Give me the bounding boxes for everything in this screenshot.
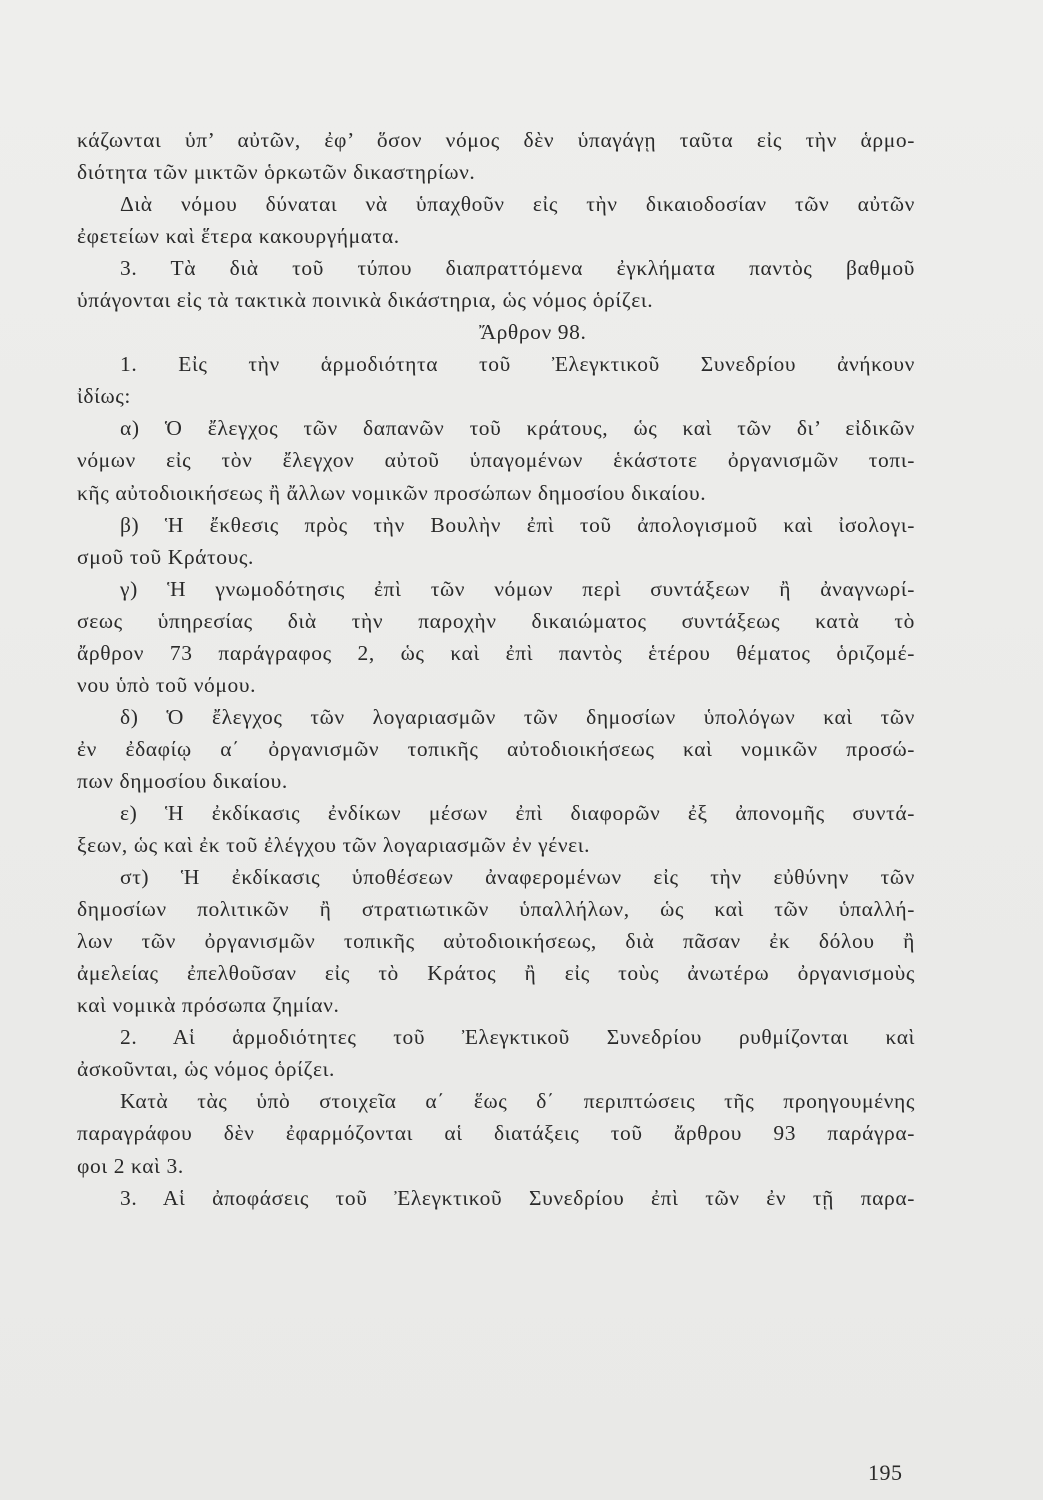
- text-line-33: φοι 2 καὶ 3.: [77, 1153, 184, 1178]
- text-line-10: α) Ὁ ἔλεγχος τῶν δαπανῶν τοῦ κράτους, ὡς καὶ τῶν δι’ εἰδικῶν: [120, 416, 915, 441]
- text-line-9: ἰδίως:: [77, 384, 131, 409]
- text-line-4: ἐφετείων καὶ ἕτερα κακουργήματα.: [77, 224, 400, 249]
- text-line-20: ἐν ἐδαφίῳ α΄ ὀργανισμῶν τοπικῆς αὐτοδιοικήσεως καὶ νομικῶν προσώ-: [77, 736, 915, 761]
- text-line-14: σμοῦ τοῦ Κράτους.: [77, 544, 254, 569]
- page-number: 195: [868, 1460, 903, 1485]
- article-heading: Ἄρθρον 98.: [479, 320, 587, 345]
- text-line-5: 3. Τὰ διὰ τοῦ τύπου διαπραττόμενα ἐγκλήματα παντὸς βαθμοῦ: [120, 256, 915, 281]
- text-line-6: ὑπάγονται εἰς τὰ τακτικὰ ποινικὰ δικάστηρια, ὡς νόμος ὁρίζει.: [77, 288, 654, 313]
- text-line-11: νόμων εἰς τὸν ἔλεγχον αὐτοῦ ὑπαγομένων ἑκάστοτε ὀργανισμῶν τοπι-: [77, 448, 915, 473]
- body-text: [77, 124, 915, 1214]
- text-line-2: διότητα τῶν μικτῶν ὁρκωτῶν δικαστηρίων.: [77, 160, 476, 185]
- text-line-17: ἄρθρον 73 παράγραφος 2, ὡς καὶ ἐπὶ παντὸς ἑτέρου θέματος ὁριζομέ-: [77, 640, 915, 665]
- text-line-31: Κατὰ τὰς ὑπὸ στοιχεῖα α΄ ἕως δ΄ περιπτώσεις τῆς προηγουμένης: [120, 1089, 915, 1114]
- text-line-19: δ) Ὁ ἔλεγχος τῶν λογαριασμῶν τῶν δημοσίων ὑπολόγων καὶ τῶν: [120, 704, 915, 729]
- text-line-22: ε) Ἡ ἐκδίκασις ἐνδίκων μέσων ἐπὶ διαφορῶν ἐξ ἀπονομῆς συντά-: [120, 800, 915, 825]
- text-line-30: ἀσκοῦνται, ὡς νόμος ὁρίζει.: [77, 1057, 336, 1082]
- text-line-15: γ) Ἡ γνωμοδότησις ἐπὶ τῶν νόμων περὶ συντάξεων ἢ ἀναγνωρί-: [120, 576, 915, 601]
- text-line-8: 1. Εἰς τὴν ἁρμοδιότητα τοῦ Ἐλεγκτικοῦ Συνεδρίου ἀνήκουν: [120, 352, 915, 377]
- text-line-18: νου ὑπὸ τοῦ νόμου.: [77, 672, 257, 697]
- text-line-27: ἀμελείας ἐπελθοῦσαν εἰς τὸ Κράτος ἢ εἰς τοὺς ἀνωτέρω ὀργανισμοὺς: [77, 961, 915, 986]
- text-line-34: 3. Αἱ ἀποφάσεις τοῦ Ἐλεγκτικοῦ Συνεδρίου ἐπὶ τῶν ἐν τῇ παρα-: [120, 1185, 915, 1210]
- text-line-26: λων τῶν ὀργανισμῶν τοπικῆς αὐτοδιοικήσεως, διὰ πᾶσαν ἐκ δόλου ἢ: [77, 929, 915, 954]
- text-line-28: καὶ νομικὰ πρόσωπα ζημίαν.: [77, 993, 340, 1018]
- text-line-12: κῆς αὐτοδιοικήσεως ἢ ἄλλων νομικῶν προσώπων δημοσίου δικαίου.: [77, 480, 707, 505]
- text-line-13: β) Ἡ ἔκθεσις πρὸς τὴν Βουλὴν ἐπὶ τοῦ ἀπολογισμοῦ καὶ ἰσολογι-: [120, 512, 915, 537]
- text-line-29: 2. Αἱ ἁρμοδιότητες τοῦ Ἐλεγκτικοῦ Συνεδρίου ρυθμίζονται καὶ: [120, 1025, 915, 1050]
- text-line-21: πων δημοσίου δικαίου.: [77, 768, 288, 793]
- text-line-24: στ) Ἡ ἐκδίκασις ὑποθέσεων ἀναφερομένων εἰς τὴν εὐθύνην τῶν: [120, 865, 915, 890]
- text-line-25: δημοσίων πολιτικῶν ἢ στρατιωτικῶν ὑπαλλήλων, ὡς καὶ τῶν ὑπαλλή-: [77, 897, 915, 922]
- text-line-1: κάζωνται ὑπ’ αὐτῶν, ἐφ’ ὅσον νόμος δὲν ὑπαγάγῃ ταῦτα εἰς τὴν ἁρμο-: [77, 128, 915, 152]
- text-line-16: σεως ὑπηρεσίας διὰ τὴν παροχὴν δικαιώματος συντάξεως κατὰ τὸ: [77, 608, 915, 633]
- text-line-23: ξεων, ὡς καὶ ἐκ τοῦ ἐλέγχου τῶν λογαριασμῶν ἐν γένει.: [77, 833, 591, 858]
- text-line-32: παραγράφου δὲν ἐφαρμόζονται αἱ διατάξεις τοῦ ἄρθρου 93 παράγρα-: [77, 1121, 915, 1146]
- text-line-3: Διὰ νόμου δύναται νὰ ὑπαχθοῦν εἰς τὴν δικαιοδοσίαν τῶν αὐτῶν: [120, 192, 915, 217]
